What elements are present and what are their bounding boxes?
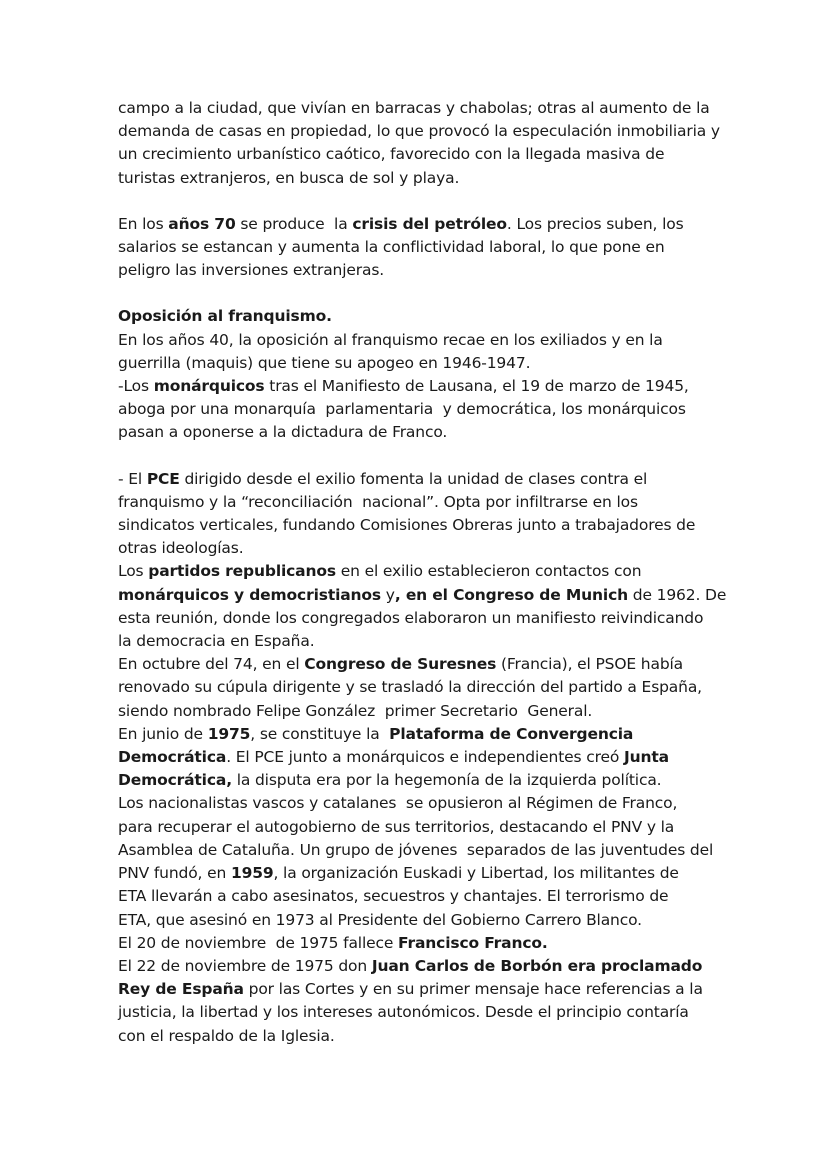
text-segment: dirigido desde el exilio fomenta la unidad de clases contra el: [179, 469, 648, 488]
text-segment: En junio de: [118, 724, 208, 743]
bold-text-segment: 1975: [207, 724, 251, 743]
bold-text-segment: Democrática: [118, 748, 227, 767]
text-segment: demanda de casas en propiedad, lo que provocó la especulación inmobiliaria y: [118, 122, 720, 141]
text-segment: esta reunión, donde los congregados elaboraron un manifiesto reivindicando: [118, 608, 704, 627]
bold-text-segment: , en el Congreso de Munich: [394, 585, 628, 604]
text-line: [118, 792, 718, 815]
text-segment: . Los precios suben, los: [506, 214, 684, 233]
text-segment: - El: [118, 469, 147, 488]
bold-text-segment: Oposición al franquismo.: [118, 307, 332, 326]
text-line: [118, 769, 718, 792]
text-line: [118, 839, 718, 862]
text-segment: , la organización Euskadi y Libertad, los militantes de: [273, 864, 679, 883]
text-line: [118, 305, 718, 328]
text-line: [118, 398, 718, 421]
text-segment: franquismo y la “reconciliación nacional”. Opta por infiltrarse en los: [118, 492, 638, 511]
text-segment: pasan a oponerse a la dictadura de Franco.: [118, 423, 448, 442]
text-segment: aboga por una monarquía parlamentaria y democrática, los monárquicos: [118, 400, 686, 419]
text-segment: turistas extranjeros, en busca de sol y playa.: [118, 168, 460, 187]
text-segment: se produce la: [235, 214, 353, 233]
text-line: [118, 236, 718, 259]
bold-text-segment: partidos republicanos: [148, 562, 336, 581]
text-line: [118, 560, 718, 583]
text-line: [118, 491, 718, 514]
document-page: [118, 97, 727, 1048]
text-segment: renovado su cúpula dirigente y se trasladó la dirección del partido a España,: [118, 678, 702, 697]
text-line: [118, 120, 718, 143]
text-segment: tras el Manifiesto de Lausana, el 19 de marzo de 1945,: [264, 377, 689, 396]
text-segment: en el exilio establecieron contactos con: [335, 562, 642, 581]
bold-text-segment: Congreso de Suresnes: [304, 655, 497, 674]
text-line: [118, 746, 718, 769]
text-line: [118, 143, 718, 166]
text-line: [118, 537, 718, 560]
text-segment: (Francia), el PSOE había: [496, 655, 684, 674]
text-segment: guerrilla (maquis) que tiene su apogeo en 1946-1947.: [118, 353, 531, 372]
text-segment: con el respaldo de la Iglesia.: [118, 1026, 335, 1045]
bold-text-segment: Plataforma de Convergencia: [389, 724, 634, 743]
text-line: [118, 700, 718, 723]
text-segment: Asamblea de Cataluña. Un grupo de jóvenes separados de las juventudes del: [118, 840, 714, 859]
text-segment: En los años 40, la oposición al franquismo recae en los exiliados y en la: [118, 330, 663, 349]
text-segment: para recuperar el autogobierno de sus territorios, destacando el PNV y la: [118, 817, 675, 836]
text-line: [118, 630, 718, 653]
text-line: [118, 167, 718, 190]
text-line: [118, 653, 718, 676]
text-segment: otras ideologías.: [118, 539, 244, 558]
text-line: [118, 352, 718, 375]
paragraph-gap: [118, 282, 718, 305]
text-line: [118, 932, 718, 955]
text-line: [118, 421, 718, 444]
text-segment: la democracia en España.: [118, 632, 315, 651]
text-segment: El 22 de noviembre de 1975 don: [118, 956, 372, 975]
text-segment: El 20 de noviembre de 1975 fallece: [118, 933, 399, 952]
text-segment: peligro las inversiones extranjeras.: [118, 261, 385, 280]
text-line: [118, 1025, 718, 1048]
text-segment: Los nacionalistas vascos y catalanes se opusieron al Régimen de Franco,: [118, 794, 678, 813]
text-line: [118, 978, 718, 1001]
text-segment: ETA, que asesinó en 1973 al Presidente del Gobierno Carrero Blanco.: [118, 910, 642, 929]
paragraph-gap: [118, 190, 718, 213]
bold-text-segment: Rey de España: [118, 980, 244, 999]
bold-text-segment: Juan Carlos de Borbón era proclamado: [371, 956, 703, 975]
text-line: [118, 375, 718, 398]
text-line: [118, 259, 718, 282]
text-line: [118, 955, 718, 978]
text-segment: ETA llevarán a cabo asesinatos, secuestros y chantajes. El terrorismo de: [118, 887, 669, 906]
bold-text-segment: monárquicos y democristianos: [118, 585, 382, 604]
bold-text-segment: monárquicos: [153, 377, 265, 396]
text-line: [118, 909, 718, 932]
text-segment: de 1962. De: [628, 585, 727, 604]
text-line: [118, 885, 718, 908]
text-segment: y: [381, 585, 395, 604]
paragraph-gap: [118, 445, 718, 468]
bold-text-segment: PCE: [146, 469, 180, 488]
text-line: [118, 723, 718, 746]
text-line: [118, 514, 718, 537]
text-line: [118, 584, 727, 607]
text-line: [118, 97, 718, 120]
text-segment: por las Cortes y en su primer mensaje hace referencias a la: [243, 980, 703, 999]
text-segment: siendo nombrado Felipe González primer Secretario General.: [118, 701, 593, 720]
text-segment: justicia, la libertad y los intereses autonómicos. Desde el principio contaría: [118, 1003, 689, 1022]
text-segment: la disputa era por la hegemonía de la izquierda política.: [231, 771, 662, 790]
bold-text-segment: años 70: [168, 214, 236, 233]
text-segment: un crecimiento urbanístico caótico, favorecido con la llegada masiva de: [118, 145, 665, 164]
text-segment: Los: [118, 562, 149, 581]
bold-text-segment: Junta: [623, 748, 669, 767]
text-line: [118, 329, 718, 352]
text-segment: campo a la ciudad, que vivían en barracas y chabolas; otras al aumento de la: [118, 99, 710, 117]
text-line: [118, 213, 718, 236]
text-segment: En octubre del 74, en el: [118, 655, 305, 674]
bold-text-segment: Francisco Franco.: [398, 933, 548, 952]
text-line: [118, 862, 718, 885]
text-segment: En los: [118, 214, 169, 233]
text-line: [118, 607, 718, 630]
bold-text-segment: 1959: [230, 864, 274, 883]
text-line: [118, 676, 718, 699]
text-line: [118, 1001, 718, 1024]
bold-text-segment: crisis del petróleo: [352, 214, 507, 233]
text-line: [118, 468, 718, 491]
text-segment: sindicatos verticales, fundando Comisiones Obreras junto a trabajadores de: [118, 516, 696, 535]
text-segment: . El PCE junto a monárquicos e independientes creó: [226, 748, 624, 767]
text-segment: salarios se estancan y aumenta la conflictividad laboral, lo que pone en: [118, 238, 665, 257]
text-segment: -Los: [118, 377, 154, 396]
text-line: [118, 816, 718, 839]
text-segment: PNV fundó, en: [118, 864, 231, 883]
text-segment: , se constituye la: [250, 724, 390, 743]
bold-text-segment: Democrática,: [118, 771, 232, 790]
